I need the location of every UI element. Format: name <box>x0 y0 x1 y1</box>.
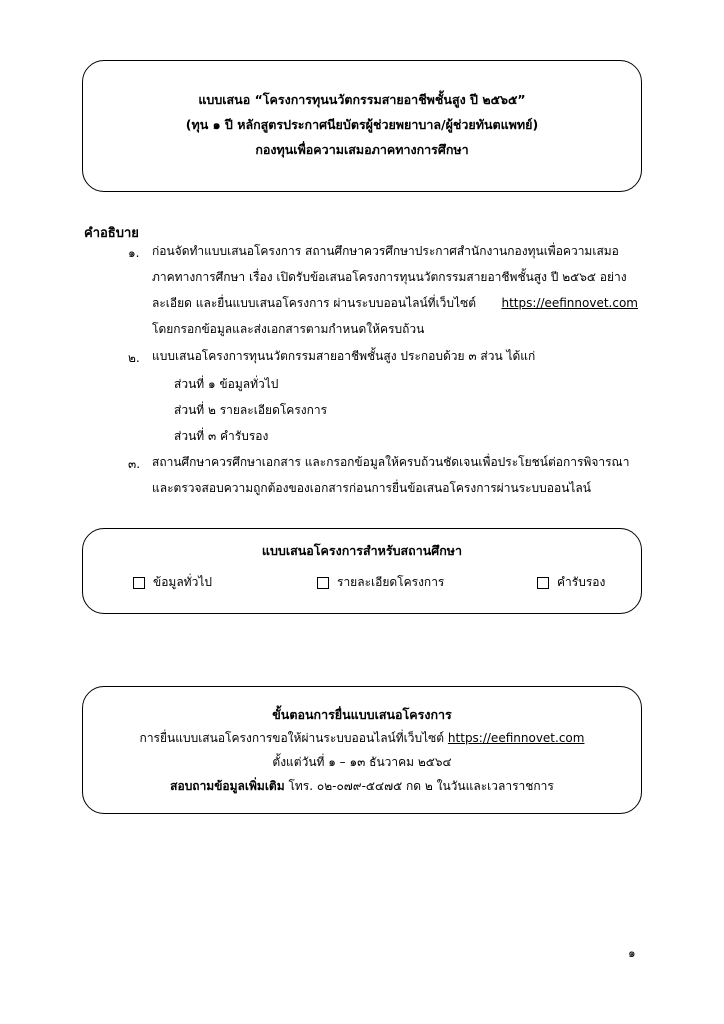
steps-box-contact-text: โทร. ๐๒-๐๗๙-๕๔๗๕ กด ๒ ในวันและเวลาราชการ <box>288 779 554 793</box>
item-1-line-3-text: ละเอียด และยื่นแบบเสนอโครงการ ผ่านระบบออนไลน์ที่เว็บไซต์ <box>152 296 477 310</box>
item-1-number: ๑. <box>128 246 140 260</box>
instructions-heading: คำอธิบาย <box>84 226 139 241</box>
item-2-part-2: ส่วนที่ ๒ รายละเอียดโครงการ <box>174 403 328 417</box>
item-3-line-2: และตรวจสอบความถูกต้องของเอกสารก่อนการยื่นข้อเสนอโครงการผ่านระบบออนไลน์ <box>152 481 591 495</box>
page-number: ๑ <box>628 946 636 960</box>
item-1-line-1: ก่อนจัดทำแบบเสนอโครงการ สถานศึกษาควรศึกษาประกาศสำนักงานกองทุนเพื่อความเสมอ <box>152 244 619 258</box>
item-1-url-link[interactable]: https://eefinnovet.com <box>501 296 638 310</box>
steps-box-title: ขั้นตอนการยื่นแบบเสนอโครงการ <box>272 707 452 722</box>
steps-box-line-1-text: การยื่นแบบเสนอโครงการขอให้ผ่านระบบออนไลน์ที่เว็บไซต์ <box>139 731 445 745</box>
item-2-part-1: ส่วนที่ ๑ ข้อมูลทั่วไป <box>174 377 279 391</box>
title-line-2: (ทุน ๑ ปี หลักสูตรประกาศนียบัตรผู้ช่วยพยาบาล/ผู้ช่วยทันตแพทย์) <box>185 117 539 132</box>
checkbox-project-details[interactable] <box>317 573 444 592</box>
checkbox-general-info[interactable] <box>133 573 212 592</box>
item-3-text <box>152 449 638 501</box>
steps-box <box>82 686 642 814</box>
form-box <box>82 528 642 614</box>
item-2-line-1: แบบเสนอโครงการทุนนวัตกรรมสายอาชีพชั้นสูง ประกอบด้วย ๓ ส่วน ได้แก่ <box>152 349 536 363</box>
checkbox-general-info-label: ข้อมูลทั่วไป <box>153 575 212 589</box>
checkbox-square-icon[interactable] <box>133 577 145 589</box>
item-1-line-2: ภาคทางการศึกษา เรื่อง เปิดรับข้อเสนอโครงการทุนนวัตกรรมสายอาชีพชั้นสูง ปี ๒๕๖๕ อย่าง <box>152 270 627 284</box>
form-box-title: แบบเสนอโครงการสำหรับสถานศึกษา <box>261 543 463 558</box>
title-line-1: แบบเสนอ “โครงการทุนนวัตกรรมสายอาชีพชั้นสูง ปี ๒๕๖๕” <box>198 92 526 107</box>
item-1-line-4: โดยกรอกข้อมูลและส่งเอกสารตามกำหนดให้ครบถ้วน <box>152 322 425 336</box>
steps-box-contact <box>83 777 641 796</box>
item-3-line-1: สถานศึกษาควรศึกษาเอกสาร และกรอกข้อมูลให้ครบถ้วนชัดเจนเพื่อประโยชน์ต่อการพิจารณา <box>152 455 630 469</box>
checkbox-project-details-label: รายละเอียดโครงการ <box>337 575 445 589</box>
steps-box-line-1 <box>83 729 641 748</box>
checkbox-certification-label: คำรับรอง <box>557 575 606 589</box>
checkbox-square-icon[interactable] <box>317 577 329 589</box>
title-line-3: กองทุนเพื่อความเสมอภาคทางการศึกษา <box>255 142 469 157</box>
steps-box-contact-label: สอบถามข้อมูลเพิ่มเติม <box>170 779 285 793</box>
steps-box-url-link[interactable]: https://eefinnovet.com <box>447 731 585 745</box>
item-1-line-3 <box>152 290 638 316</box>
item-3-number: ๓. <box>128 457 141 471</box>
steps-box-date: ตั้งแต่วันที่ ๑ – ๑๓ ธันวาคม ๒๕๖๔ <box>272 755 452 769</box>
item-2-number: ๒. <box>128 351 140 365</box>
item-2-part-3: ส่วนที่ ๓ คำรับรอง <box>174 429 269 443</box>
checkbox-certification[interactable] <box>537 573 605 592</box>
checkbox-square-icon[interactable] <box>537 577 549 589</box>
item-1-text <box>152 238 638 342</box>
title-box <box>82 60 642 192</box>
